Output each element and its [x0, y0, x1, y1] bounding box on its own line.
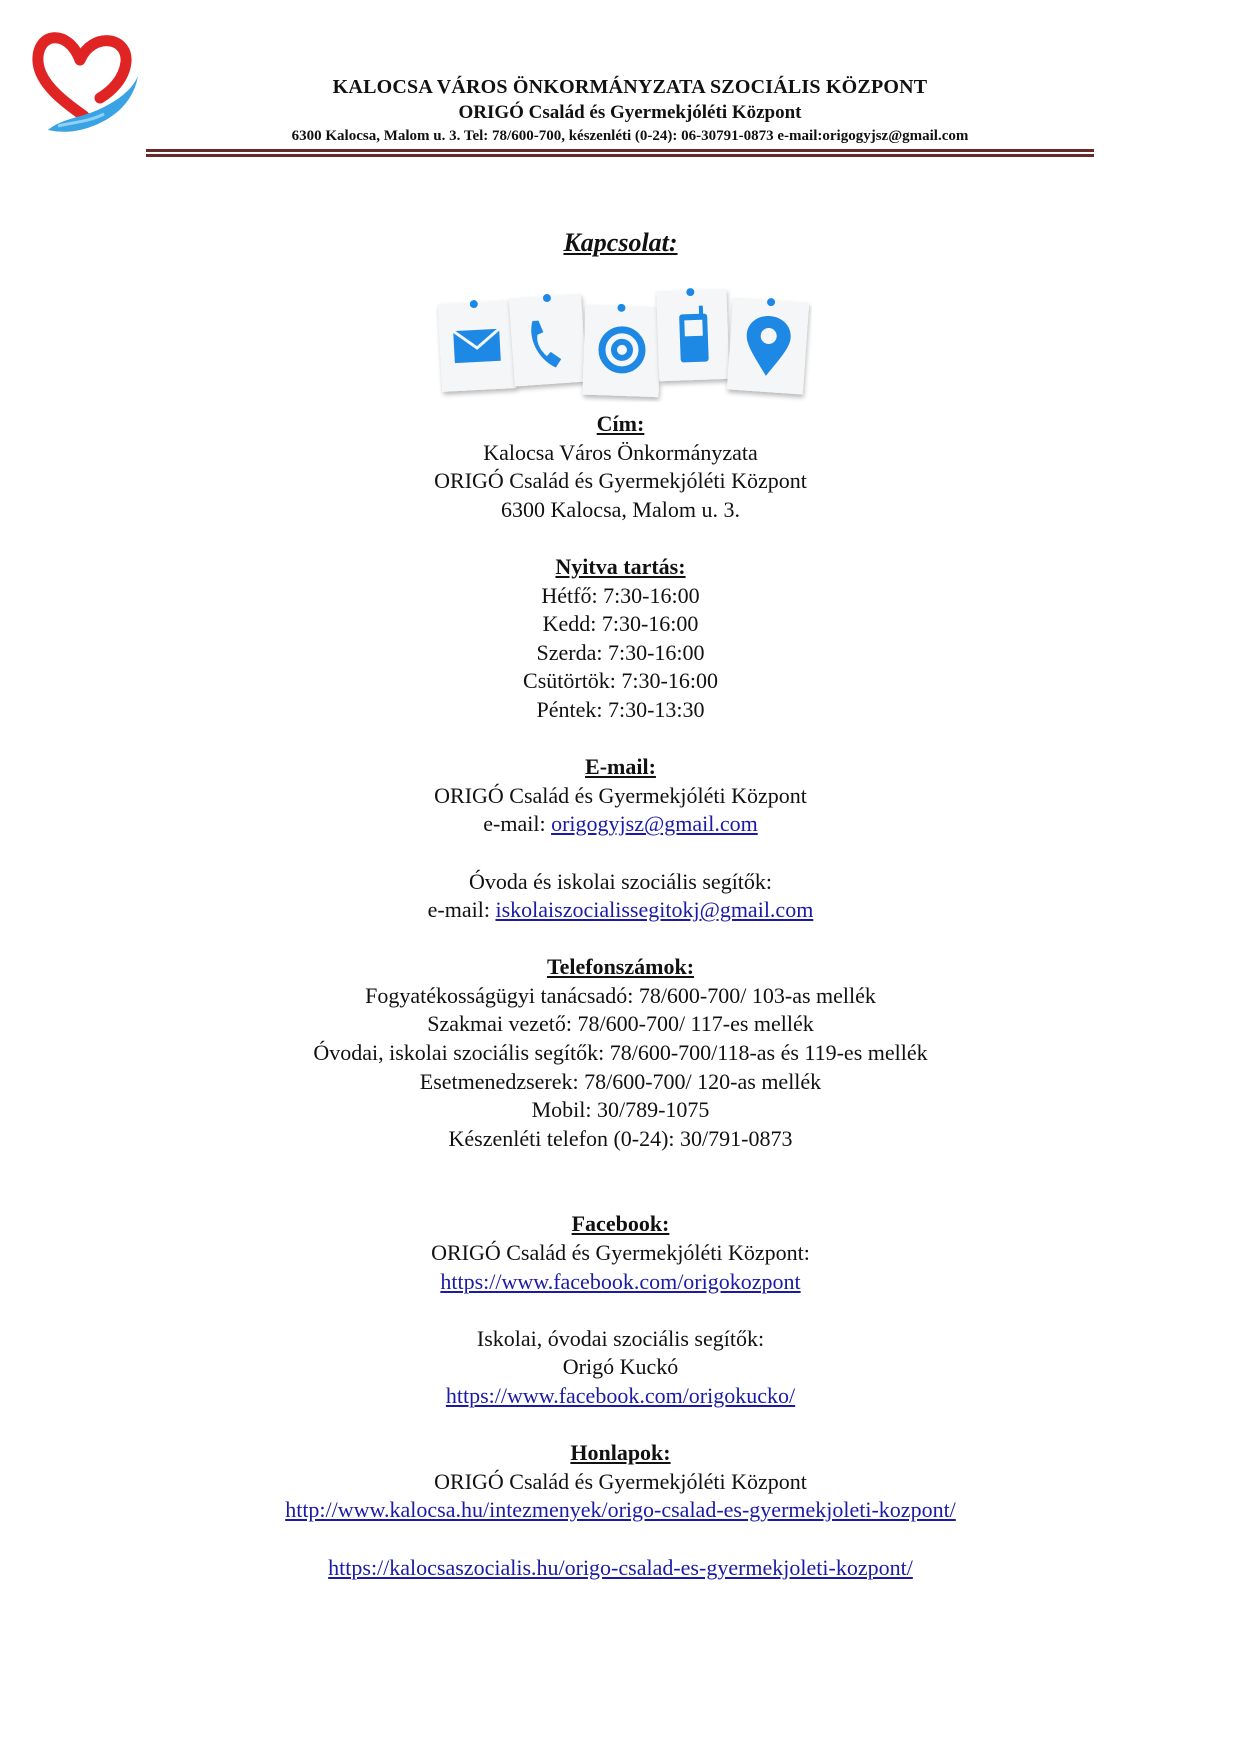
facebook-heading: Facebook:	[571, 1211, 670, 1237]
facebook-school-label: Iskolai, óvodai szociális segítők:	[476, 1325, 765, 1351]
phones-heading: Telefonszámok:	[546, 954, 695, 980]
envelope-icon	[438, 298, 517, 392]
school-email-label: Óvoda és iskolai szociális segítők:	[468, 868, 773, 894]
email-prefix: e-mail:	[483, 811, 552, 837]
hours-line: Szerda: 7:30-16:00	[536, 639, 705, 665]
phone-icon	[509, 292, 587, 387]
phone-line: Mobil: 30/789-1075	[531, 1097, 710, 1123]
phone-line: Fogyatékosságügyi tanácsadó: 78/600-700/ 103-as mellék	[365, 982, 876, 1008]
hours-heading: Nyitva tartás:	[555, 553, 686, 579]
phone-line: Óvodai, iskolai szociális segítők: 78/600-700/118-as és 119-es mellék	[313, 1040, 928, 1066]
mobile-phone-icon	[656, 287, 729, 381]
page-title: Kapcsolat:	[563, 228, 678, 257]
facebook-school-link[interactable]: https://www.facebook.com/origokucko/	[445, 1383, 796, 1408]
header-rule	[146, 154, 1094, 157]
email-line	[0, 810, 1241, 839]
hours-line: Hétfő: 7:30-16:00	[541, 582, 700, 608]
heart-hand-logo	[28, 18, 148, 140]
address-line: 6300 Kalocsa, Malom u. 3.	[501, 496, 740, 522]
header-center-name: ORIGÓ Család és Gyermekjóléti Központ	[458, 102, 802, 123]
address-heading: Cím:	[596, 411, 645, 436]
hours-line: Péntek: 7:30-13:30	[536, 696, 705, 722]
website-link-kalocsa[interactable]: http://www.kalocsa.hu/intezmenyek/origo-csalad-es-gyermekjoleti-kozpont/	[285, 1497, 956, 1523]
websites-heading: Honlapok:	[570, 1440, 671, 1466]
address-line: ORIGÓ Család és Gyermekjóléti Központ	[434, 468, 807, 494]
contact-content	[0, 410, 1241, 1582]
website-link-szocialis[interactable]: https://kalocsaszocialis.hu/origo-csalad-es-gyermekjoleti-kozpont/	[328, 1554, 913, 1580]
header-organization: KALOCSA VÁROS ÖNKORMÁNYZATA SZOCIÁLIS KÖZPONT	[332, 76, 928, 98]
email-link[interactable]: origogyjsz@gmail.com	[551, 811, 758, 837]
header-rule	[146, 149, 1094, 152]
school-email-link[interactable]: iskolaiszocialissegitokj@gmail.com	[495, 897, 814, 923]
hours-line: Csütörtök: 7:30-16:00	[523, 668, 718, 694]
location-pin-icon	[727, 295, 809, 394]
websites-org: ORIGÓ Család és Gyermekjóléti Központ	[434, 1468, 807, 1494]
contact-icons-illustration	[436, 284, 812, 402]
at-sign-icon	[582, 303, 661, 398]
facebook-org-link[interactable]: https://www.facebook.com/origokozpont	[440, 1268, 801, 1294]
phone-line: Esetmenedzserek: 78/600-700/ 120-as mellék	[419, 1068, 822, 1094]
phone-line: Szakmai vezető: 78/600-700/ 117-es mellék	[427, 1011, 814, 1037]
phone-line: Készenléti telefon (0-24): 30/791-0873	[448, 1125, 793, 1151]
email-heading: E-mail:	[585, 754, 656, 780]
email-org: ORIGÓ Család és Gyermekjóléti Központ	[434, 782, 807, 808]
facebook-school-name: Origó Kuckó	[562, 1354, 679, 1380]
school-email-prefix: e-mail:	[427, 897, 496, 923]
school-email-line	[0, 896, 1241, 925]
header-contact-line: 6300 Kalocsa, Malom u. 3. Tel: 78/600-700, készenléti (0-24): 06-30791-0873 e-mail:origogyjsz@gmail.com	[291, 128, 969, 144]
hours-line: Kedd: 7:30-16:00	[542, 611, 699, 637]
address-line: Kalocsa Város Önkormányzata	[483, 439, 758, 465]
facebook-org: ORIGÓ Család és Gyermekjóléti Központ:	[431, 1240, 810, 1266]
